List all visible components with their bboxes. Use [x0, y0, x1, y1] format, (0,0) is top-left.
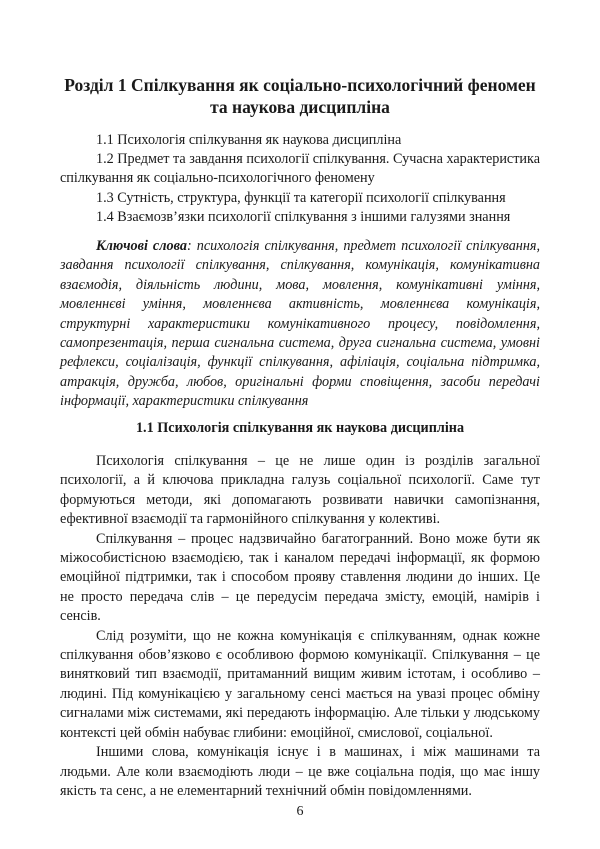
chapter-title: Розділ 1 Спілкування як соціально-психологічний феномен та наукова дисципліна	[64, 75, 536, 117]
keywords-label: Ключові слова	[96, 238, 187, 254]
keywords-separator: :	[186, 238, 197, 254]
body-paragraph: Іншими слова, комунікація існує і в машинах, і між машинами та людьми. Але коли взаємодіють люди – це вже соціальна подія, що має іншу якість та сенс, а не елементарний технічний обмін повідомленнями.	[60, 744, 540, 799]
table-of-contents	[60, 131, 540, 227]
toc-item-1-4: 1.4 Взаємозв’язки психології спілкування з іншими галузями знання	[96, 208, 511, 225]
body-paragraph: Слід розуміти, що не кожна комунікація є спілкуванням, однак кожне спілкування обов’язково є особливою формою комунікації. Спілкування – це винятковий тип взаємодії, притаманний вищим живим істотам, і особливо – людині. Під комунікацією у загальному сенсі мається на увазі процес обміну сигналами між системами, які передають інформацію. Але тільки у людському контексті цей обмін набуває глибини: емоційної, смислової, соціальної.	[60, 627, 540, 741]
toc-item-1-1: 1.1 Психологія спілкування як наукова дисципліна	[96, 132, 402, 148]
body-paragraph: Психологія спілкування – це не лише один із розділів загальної психології, а й ключова прикладна галузь соціальної психології. Саме тут формуються методи, які допомагають розвивати навички самопізнання, ефективної взаємодії та гармонійного спілкування у колективі.	[60, 453, 540, 528]
keywords-text: психологія спілкування, предмет психології спілкування, завдання психології спілкування, спілкування, комунікація, комунікативна взаємодія, діяльність людини, мова, мовлення, комунікативні уміння, мовленнєві уміння, мовленнєва активність, мовленнєва комунікація, структурні характеристики комунікативного процесу, повідомлення, самопрезентація, перша сигнальна система, друга сигнальна система, умовні рефлекси, соціалізація, функції спілкування, афіліація, соціальна підтримка, атракція, дружба, любов, оригінальні форми сповіщення, засоби передачі інформації, характеристики спілкування	[60, 238, 541, 410]
toc-item-1-3: 1.3 Сутність, структура, функції та категорії психології спілкування	[96, 189, 506, 206]
toc-item-1-2: 1.2 Предмет та завдання психології спілкування. Сучасна характеристика спілкування як соціально-психологічного феномену	[60, 151, 540, 187]
section-body	[60, 452, 540, 801]
keywords-block	[60, 237, 540, 412]
page-number: 6	[296, 804, 304, 819]
body-paragraph: Спілкування – процес надзвичайно багатогранний. Воно може бути як міжособистісною взаємодією, так і каналом передачі інформації, як формою емоційної підтримки, так і способом прояву ставлення людини до інших. Це не просто передача слів – це передусім передача змісту, емоцій, намірів і сенсів.	[60, 530, 540, 625]
section-title: 1.1 Психологія спілкування як наукова дисципліна	[135, 420, 465, 436]
